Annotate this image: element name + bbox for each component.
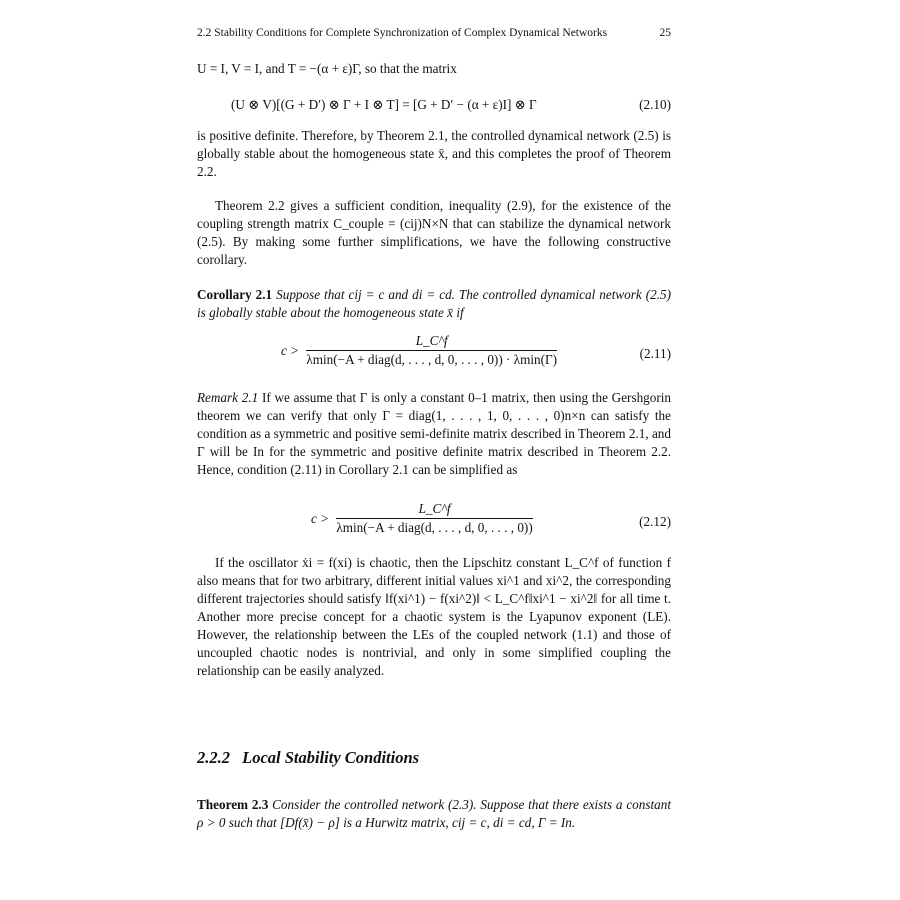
equation-2-12-numerator: L_C^f <box>336 501 532 519</box>
running-head-title: 2.2 Stability Conditions for Complete Synchronization of Complex Dynamical Networks <box>197 27 608 39</box>
section-title: Local Stability Conditions <box>242 748 420 767</box>
equation-2-11-numerator: L_C^f <box>306 333 557 351</box>
equation-2-12-fraction <box>336 501 532 536</box>
equation-2-11 <box>197 333 671 373</box>
remark-label: Remark 2.1 <box>197 390 259 405</box>
paragraph-theorem-2-2: Theorem 2.2 gives a sufficient condition, inequality (2.9), for the existence of the coupling strength matrix C_couple = (cij)N×N that can stabilize the dynamical network (2.5). By making some further simplifications, we have the following constructive corollary. <box>197 198 671 267</box>
equation-2-12-number: (2.12) <box>639 514 671 529</box>
running-head <box>197 27 671 39</box>
paragraph-lipschitz: If the oscillator ẋi = f(xi) is chaotic, then the Lipschitz constant L_C^f of function f also means that for two arbitrary, different initial values xi^1 and xi^2, the corresponding different trajectories should satisfy ‖f(xi^1) − f(xi^2)‖ < L_C^f‖xi^1 − xi^2‖ for all time t. Another more precise concept for a chaotic system is the Lyapunov exponent (LE). However, the relationship between the LEs of the coupled network (1.1) and those of uncoupled chaotic nodes is nontrivial, and only in some simplified coupling the relationship can be easily analyzed. <box>197 555 671 678</box>
equation-2-12 <box>197 501 671 541</box>
equation-2-11-fraction <box>306 333 557 368</box>
remark-text: If we assume that Γ is only a constant 0–1 matrix, then using the Gershgorin theorem we can verify that only Γ = diag(1, . . . , 1, 0, . . . , 0)n×n can satisfy the condition as a symmetric and positive semi-definite matrix described in Theorem 2.1, and Γ will be In for the symmetric and positive definite matrix described in Theorem 2.2. Hence, condition (2.11) in Corollary 2.1 can be simplified as <box>197 390 672 477</box>
corollary-2-1 <box>197 286 671 322</box>
theorem-2-3 <box>197 796 671 832</box>
equation-2-12-body <box>311 501 533 536</box>
page-number: 25 <box>659 27 671 39</box>
equation-2-11-number: (2.11) <box>639 346 671 361</box>
theorem-text: Consider the controlled network (2.3). Suppose that there exists a constant ρ > 0 such that [Df(x̄) − ρ] is a Hurwitz matrix, cij = c, di = cd, Γ = In. <box>197 797 672 830</box>
equation-2-11-denominator: λmin(−A + diag(d, . . . , d, 0, . . . , 0)) · λmin(Γ) <box>306 352 558 367</box>
equation-2-11-lhs: c > <box>281 342 300 358</box>
equation-2-10-body: (U ⊗ V)[(G + D′) ⊗ Γ + I ⊗ T] = [G + D′ − (α + ε)I] ⊗ Γ <box>231 97 537 112</box>
corollary-text: Suppose that cij = c and di = cd. The controlled dynamical network (2.5) is globally stable about the homogeneous state x̄ if <box>197 287 671 320</box>
section-heading <box>197 748 419 768</box>
equation-2-11-body <box>281 333 557 368</box>
remark-2-1 <box>197 389 671 479</box>
equation-2-12-denominator: λmin(−A + diag(d, . . . , d, 0, . . . , 0)) <box>336 520 533 535</box>
paragraph-proof-end: is positive definite. Therefore, by Theorem 2.1, the controlled dynamical network (2.5) is globally stable about the homogeneous state x̄, and this completes the proof of Theorem 2.2. <box>197 128 671 179</box>
equation-2-12-lhs: c > <box>311 510 330 526</box>
intro-line: U = I, V = I, and T = −(α + ε)Γ, so that the matrix <box>197 61 457 76</box>
corollary-label: Corollary 2.1 <box>197 287 273 302</box>
section-number: 2.2.2 <box>197 748 230 767</box>
book-page <box>197 0 671 900</box>
equation-2-10-number: (2.10) <box>639 97 671 112</box>
theorem-label: Theorem 2.3 <box>197 797 269 812</box>
